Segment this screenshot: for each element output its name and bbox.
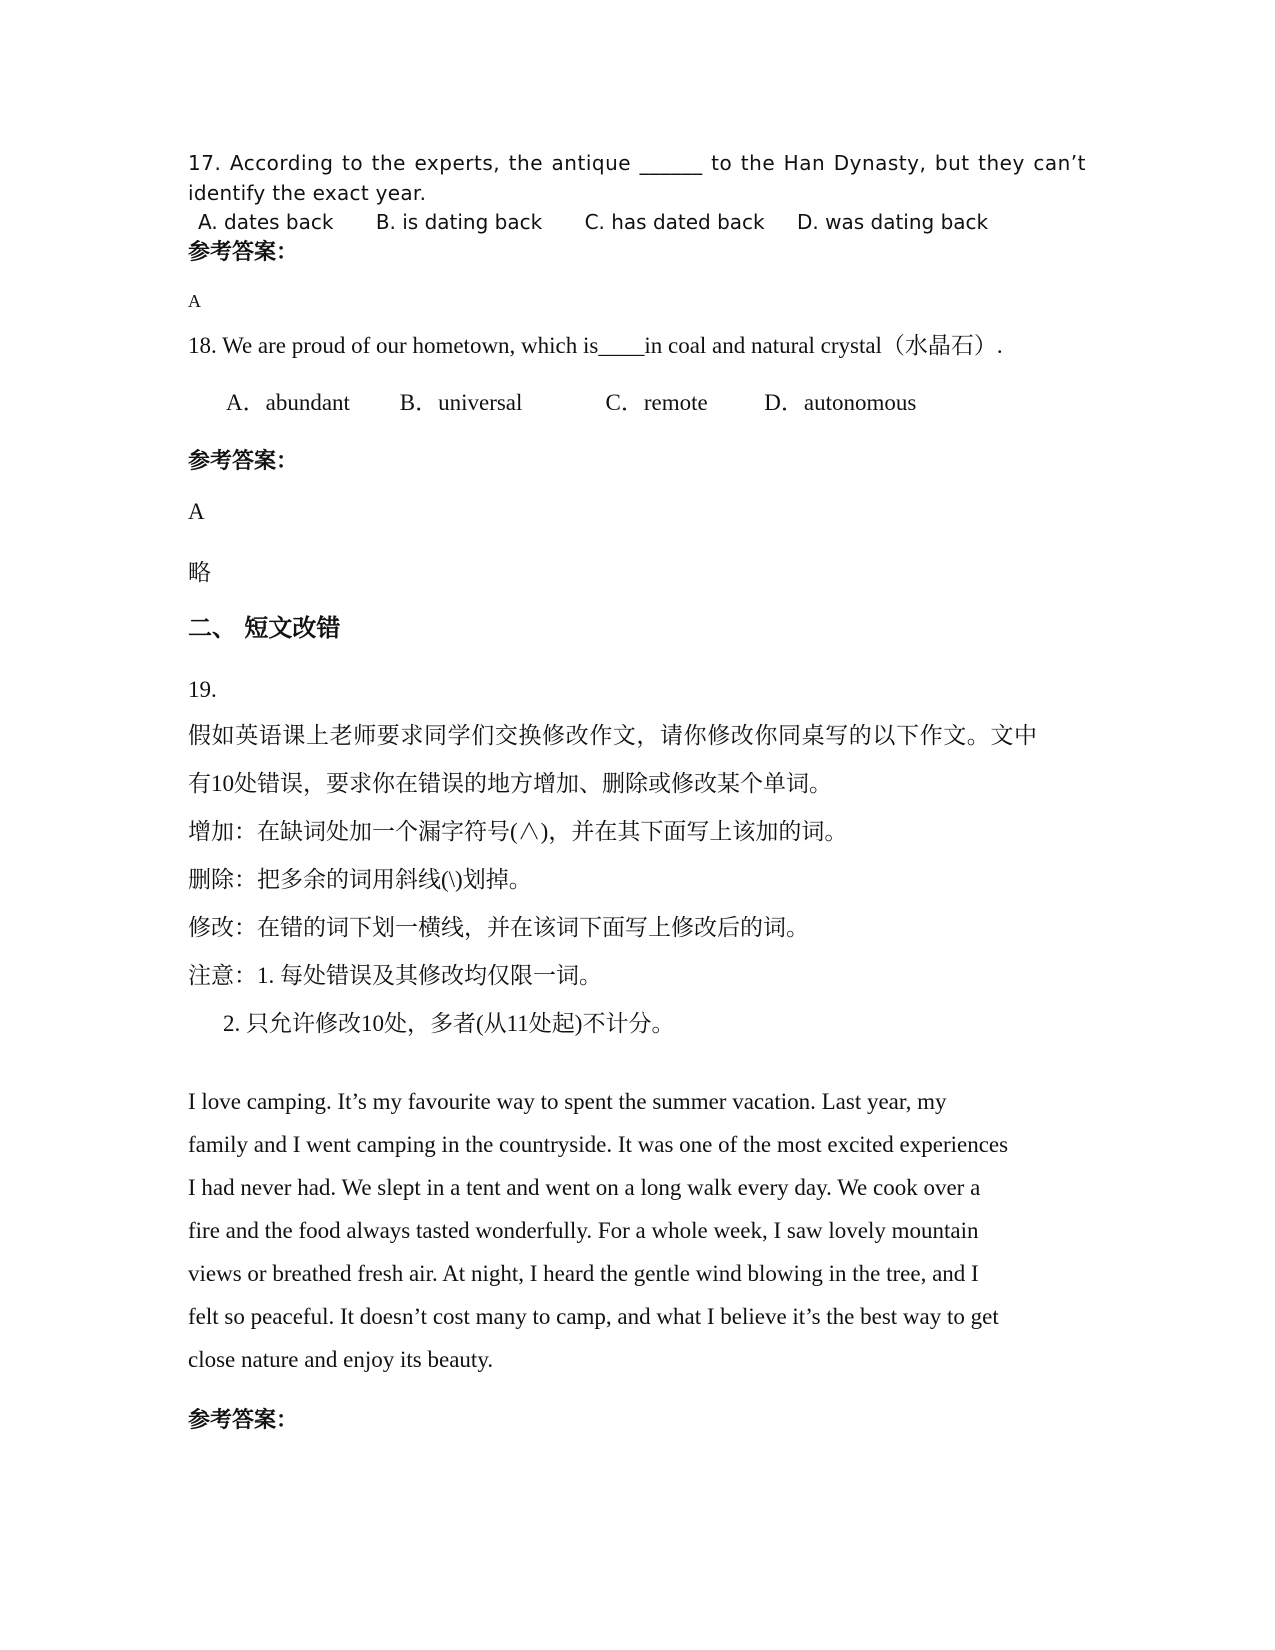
question-18-option-b: B．universal: [399, 390, 523, 415]
question-18-options: [226, 384, 916, 417]
question-18-option-c: C．remote: [605, 390, 708, 415]
question-17-answer: A: [188, 291, 201, 311]
question-17-answer-label: 参考答案：: [188, 240, 299, 265]
question-18-answer-label: 参考答案：: [188, 449, 299, 474]
question-18: 18. We are proud of our hometown, which is____in coal and natural crystal（水晶石）.: [188, 333, 1003, 358]
question-17-line-1: 17. According to the experts, the antique ______ to the Han Dynasty, but they can’t: [188, 151, 1086, 175]
question-19-instruction-6: 注意：1. 每处错误及其修改均仅限一词。: [188, 963, 602, 988]
question-19-number: 19.: [188, 677, 217, 702]
question-18-note: 略: [188, 560, 211, 585]
question-17-line-2: identify the exact year.: [188, 181, 427, 205]
question-18-option-d: D．autonomous: [764, 390, 917, 415]
essay-line: I love camping. It’s my favourite way to spent the summer vacation. Last year, my: [188, 1089, 947, 1114]
question-19-instruction-7: 2. 只允许修改10处，多者(从11处起)不计分。: [223, 1011, 675, 1036]
question-19-answer-label: 参考答案：: [188, 1408, 299, 1433]
question-19-instruction-5: 修改：在错的词下划一横线，并在该词下面写上修改后的词。: [188, 915, 809, 940]
essay-line: close nature and enjoy its beauty.: [188, 1347, 494, 1372]
essay-line: I had never had. We slept in a tent and went on a long walk every day. We cook over a: [188, 1175, 981, 1200]
essay-line: family and I went camping in the countryside. It was one of the most excited experiences: [188, 1132, 1009, 1157]
essay-line: fire and the food always tasted wonderfully. For a whole week, I saw lovely mountain: [188, 1218, 979, 1243]
section-title: 二、 短文改错: [188, 614, 341, 642]
question-17-options: [198, 210, 1024, 234]
question-19-instruction-4: 删除：把多余的词用斜线(\)划掉。: [188, 867, 532, 892]
question-17-option-c: C. has dated back: [584, 210, 765, 234]
question-18-option-a: A．abundant: [226, 390, 350, 415]
question-17-option-b: B. is dating back: [375, 210, 543, 234]
question-17-option-d: D. was dating back: [797, 210, 989, 234]
question-17: [188, 148, 1086, 208]
question-19-instruction-1: 假如英语课上老师要求同学们交换修改作文，请你修改你同桌写的以下作文。文中: [188, 723, 1038, 748]
question-19-instruction-2: 有10处错误，要求你在错误的地方增加、删除或修改某个单词。: [188, 771, 832, 796]
question-19-essay: [188, 1080, 1088, 1381]
question-18-answer: A: [188, 499, 205, 524]
essay-line: views or breathed fresh air. At night, I heard the gentle wind blowing in the tree, and I: [188, 1261, 979, 1286]
question-17-option-a: A. dates back: [198, 210, 334, 234]
essay-line: felt so peaceful. It doesn’t cost many to camp, and what I believe it’s the best way to get: [188, 1304, 999, 1329]
question-19-instruction-3: 增加：在缺词处加一个漏字符号(∧)，并在其下面写上该加的词。: [188, 819, 848, 844]
